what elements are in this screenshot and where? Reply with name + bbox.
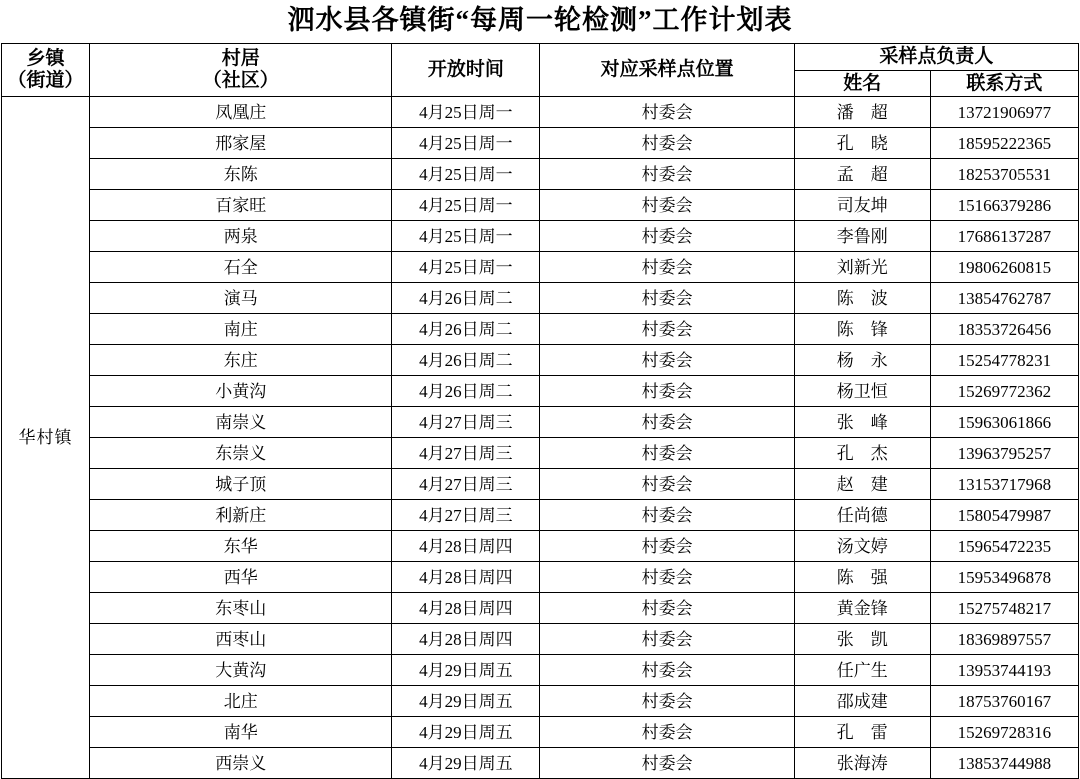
site-cell: 村委会 <box>540 562 794 593</box>
person-phone-cell: 15269772362 <box>930 376 1078 407</box>
village-cell: 西枣山 <box>90 624 392 655</box>
person-name-cell: 孟 超 <box>794 159 930 190</box>
town-cell: 华村镇 <box>2 97 90 779</box>
table-row <box>2 469 1079 500</box>
village-cell: 两泉 <box>90 221 392 252</box>
person-phone-cell: 18353726456 <box>930 314 1078 345</box>
open-time-cell: 4月25日周一 <box>392 97 540 128</box>
open-time-cell: 4月27日周三 <box>392 500 540 531</box>
header-town-line1: 乡镇 <box>26 48 65 70</box>
person-phone-cell: 18753760167 <box>930 686 1078 717</box>
village-cell: 凤凰庄 <box>90 97 392 128</box>
person-name-cell: 张海涛 <box>794 748 930 779</box>
open-time-cell: 4月25日周一 <box>392 128 540 159</box>
header-person-name: 姓名 <box>794 70 930 97</box>
village-cell: 利新庄 <box>90 500 392 531</box>
person-phone-cell: 15275748217 <box>930 593 1078 624</box>
table-row <box>2 221 1079 252</box>
person-name-cell: 汤文婷 <box>794 531 930 562</box>
open-time-cell: 4月25日周一 <box>392 159 540 190</box>
person-name-cell: 司友坤 <box>794 190 930 221</box>
person-phone-cell: 15254778231 <box>930 345 1078 376</box>
person-phone-cell: 15166379286 <box>930 190 1078 221</box>
village-cell: 东华 <box>90 531 392 562</box>
person-name-cell: 孔 杰 <box>794 438 930 469</box>
person-phone-cell: 13153717968 <box>930 469 1078 500</box>
village-cell: 南庄 <box>90 314 392 345</box>
person-name-cell: 邵成建 <box>794 686 930 717</box>
person-name-cell: 李鲁刚 <box>794 221 930 252</box>
village-cell: 小黄沟 <box>90 376 392 407</box>
header-town <box>2 43 90 97</box>
table-row <box>2 655 1079 686</box>
table-row <box>2 314 1079 345</box>
site-cell: 村委会 <box>540 438 794 469</box>
table-row <box>2 345 1079 376</box>
open-time-cell: 4月28日周四 <box>392 562 540 593</box>
village-cell: 城子顶 <box>90 469 392 500</box>
page-title: 泗水县各镇街“每周一轮检测”工作计划表 <box>287 5 793 35</box>
header-town-line2: （街道） <box>7 70 84 92</box>
site-cell: 村委会 <box>540 655 794 686</box>
site-cell: 村委会 <box>540 748 794 779</box>
open-time-cell: 4月28日周四 <box>392 593 540 624</box>
person-phone-cell: 18369897557 <box>930 624 1078 655</box>
table-row <box>2 562 1079 593</box>
village-cell: 石全 <box>90 252 392 283</box>
village-cell: 西崇义 <box>90 748 392 779</box>
site-cell: 村委会 <box>540 97 794 128</box>
table-row <box>2 97 1079 128</box>
table-row <box>2 500 1079 531</box>
site-cell: 村委会 <box>540 376 794 407</box>
person-name-cell: 任广生 <box>794 655 930 686</box>
open-time-cell: 4月29日周五 <box>392 655 540 686</box>
open-time-cell: 4月28日周四 <box>392 531 540 562</box>
open-time-cell: 4月28日周四 <box>392 624 540 655</box>
person-phone-cell: 15269728316 <box>930 717 1078 748</box>
village-cell: 东崇义 <box>90 438 392 469</box>
table-row <box>2 283 1079 314</box>
person-phone-cell: 15805479987 <box>930 500 1078 531</box>
person-name-cell: 陈 锋 <box>794 314 930 345</box>
person-phone-cell: 13963795257 <box>930 438 1078 469</box>
header-village <box>90 43 392 97</box>
table-row <box>2 159 1079 190</box>
site-cell: 村委会 <box>540 624 794 655</box>
village-cell: 南华 <box>90 717 392 748</box>
open-time-cell: 4月26日周二 <box>392 314 540 345</box>
village-cell: 西华 <box>90 562 392 593</box>
person-name-cell: 潘 超 <box>794 97 930 128</box>
person-phone-cell: 13721906977 <box>930 97 1078 128</box>
village-cell: 北庄 <box>90 686 392 717</box>
site-cell: 村委会 <box>540 159 794 190</box>
person-phone-cell: 19806260815 <box>930 252 1078 283</box>
table-row <box>2 686 1079 717</box>
header-person-group: 采样点负责人 <box>794 43 1078 70</box>
village-cell: 百家旺 <box>90 190 392 221</box>
village-cell: 邢家屋 <box>90 128 392 159</box>
open-time-cell: 4月29日周五 <box>392 748 540 779</box>
site-cell: 村委会 <box>540 593 794 624</box>
person-phone-cell: 15953496878 <box>930 562 1078 593</box>
site-cell: 村委会 <box>540 314 794 345</box>
person-name-cell: 陈 强 <box>794 562 930 593</box>
village-cell: 演马 <box>90 283 392 314</box>
open-time-cell: 4月29日周五 <box>392 717 540 748</box>
person-name-cell: 孔 雷 <box>794 717 930 748</box>
open-time-cell: 4月25日周一 <box>392 190 540 221</box>
person-phone-cell: 15965472235 <box>930 531 1078 562</box>
person-name-cell: 刘新光 <box>794 252 930 283</box>
site-cell: 村委会 <box>540 190 794 221</box>
person-name-cell: 杨 永 <box>794 345 930 376</box>
open-time-cell: 4月26日周二 <box>392 283 540 314</box>
site-cell: 村委会 <box>540 717 794 748</box>
header-site: 对应采样点位置 <box>540 43 794 97</box>
open-time-cell: 4月26日周二 <box>392 376 540 407</box>
site-cell: 村委会 <box>540 407 794 438</box>
person-name-cell: 杨卫恒 <box>794 376 930 407</box>
table-row <box>2 252 1079 283</box>
table-row <box>2 624 1079 655</box>
village-cell: 南崇义 <box>90 407 392 438</box>
person-name-cell: 黄金锋 <box>794 593 930 624</box>
header-open-time: 开放时间 <box>392 43 540 97</box>
site-cell: 村委会 <box>540 531 794 562</box>
person-phone-cell: 17686137287 <box>930 221 1078 252</box>
open-time-cell: 4月27日周三 <box>392 469 540 500</box>
person-phone-cell: 13953744193 <box>930 655 1078 686</box>
table-row <box>2 376 1079 407</box>
village-cell: 东陈 <box>90 159 392 190</box>
person-phone-cell: 15963061866 <box>930 407 1078 438</box>
site-cell: 村委会 <box>540 252 794 283</box>
open-time-cell: 4月27日周三 <box>392 438 540 469</box>
person-name-cell: 张 凯 <box>794 624 930 655</box>
person-name-cell: 陈 波 <box>794 283 930 314</box>
open-time-cell: 4月25日周一 <box>392 252 540 283</box>
table-row <box>2 593 1079 624</box>
open-time-cell: 4月25日周一 <box>392 221 540 252</box>
header-row-1 <box>2 43 1079 70</box>
village-cell: 大黄沟 <box>90 655 392 686</box>
table-row <box>2 407 1079 438</box>
site-cell: 村委会 <box>540 686 794 717</box>
header-village-line1: 村居 <box>221 48 260 70</box>
header-person-phone: 联系方式 <box>930 70 1078 97</box>
work-plan-table <box>1 43 1079 779</box>
person-phone-cell: 13854762787 <box>930 283 1078 314</box>
table-header <box>2 43 1079 97</box>
person-phone-cell: 13853744988 <box>930 748 1078 779</box>
table-row <box>2 190 1079 221</box>
person-name-cell: 张 峰 <box>794 407 930 438</box>
person-name-cell: 任尚德 <box>794 500 930 531</box>
open-time-cell: 4月26日周二 <box>392 345 540 376</box>
site-cell: 村委会 <box>540 283 794 314</box>
person-name-cell: 赵 建 <box>794 469 930 500</box>
open-time-cell: 4月29日周五 <box>392 686 540 717</box>
table-row <box>2 128 1079 159</box>
site-cell: 村委会 <box>540 221 794 252</box>
site-cell: 村委会 <box>540 128 794 159</box>
table-body <box>2 97 1079 779</box>
person-phone-cell: 18253705531 <box>930 159 1078 190</box>
open-time-cell: 4月27日周三 <box>392 407 540 438</box>
person-phone-cell: 18595222365 <box>930 128 1078 159</box>
village-cell: 东枣山 <box>90 593 392 624</box>
site-cell: 村委会 <box>540 469 794 500</box>
person-name-cell: 孔 晓 <box>794 128 930 159</box>
site-cell: 村委会 <box>540 500 794 531</box>
table-row <box>2 438 1079 469</box>
table-row <box>2 531 1079 562</box>
site-cell: 村委会 <box>540 345 794 376</box>
table-row <box>2 717 1079 748</box>
header-village-line2: （社区） <box>202 70 279 92</box>
village-cell: 东庄 <box>90 345 392 376</box>
table-row <box>2 748 1079 779</box>
